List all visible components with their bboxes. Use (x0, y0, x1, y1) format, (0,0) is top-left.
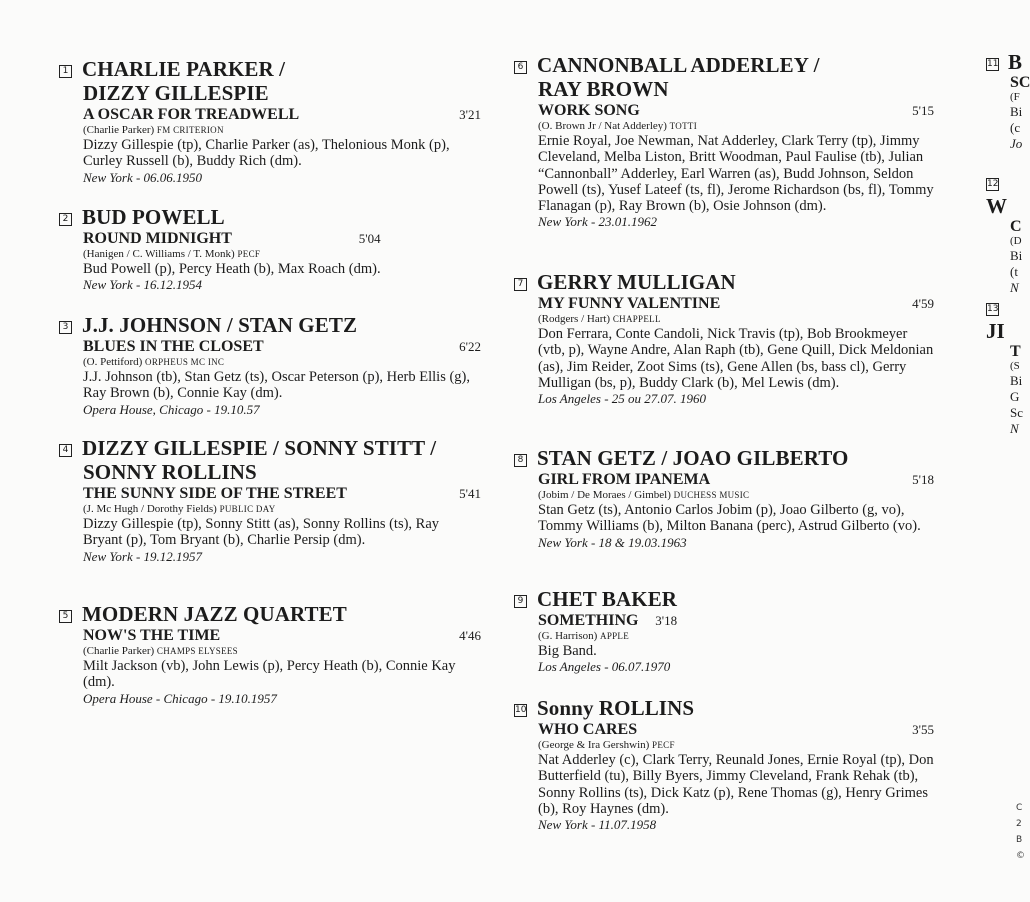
track-artist: MODERN JAZZ QUARTET (82, 602, 347, 626)
track-number: 10 (515, 705, 527, 715)
track-artist: BUD POWELL (82, 205, 225, 229)
personnel: G (1010, 389, 1020, 404)
composer: (Charlie Parker) (83, 124, 155, 136)
track-number: 2 (59, 213, 72, 226)
recording-place: Opera House, Chicago - 19.10.57 (83, 401, 260, 417)
recording-place: New York - 16.12.1954 (83, 277, 203, 293)
publisher: TOTTI (669, 121, 697, 131)
track-13-cutoff (986, 301, 1024, 437)
recording-place: New York - 19.12.1957 (83, 548, 203, 564)
track-title: NOW'S THE TIME (83, 627, 221, 644)
track-3 (59, 313, 481, 417)
track-number: 5 (59, 610, 72, 623)
personnel: Bud Powell (p), Percy Heath (b), Max Roach (dm). (83, 261, 381, 277)
fragment: 2 (1016, 819, 1022, 829)
personnel: (c (1010, 120, 1021, 135)
track-artist-line2: SONNY ROLLINS (83, 460, 257, 484)
track-duration: 3'21 (459, 107, 481, 122)
composer: (J. Mc Hugh / Dorothy Fields) (83, 503, 217, 515)
track-number: 3 (59, 321, 72, 334)
track-title: BLUES IN THE CLOSET (83, 338, 264, 355)
track-11-cutoff (986, 50, 1030, 152)
composer: (Jobim / De Moraes / Gimbel) (538, 489, 671, 501)
recording-place: N (1010, 280, 1019, 295)
recording-place: Los Angeles - 06.07.1970 (538, 659, 671, 675)
track-7 (514, 270, 934, 406)
personnel: J.J. Johnson (tb), Stan Getz (ts), Oscar Peterson (p), Herb Ellis (g), Ray Brown (b), Connie Kay (dm). (83, 369, 470, 402)
track-5 (59, 602, 481, 706)
recording-place: Jo (1010, 136, 1023, 151)
track-title: GIRL FROM IPANEMA (538, 471, 711, 488)
publisher: ORPHEUS MC INC (145, 357, 225, 367)
track-number: 6 (514, 61, 527, 74)
track-artist: CHARLIE PARKER / (82, 57, 286, 81)
track-artist: CANNONBALL ADDERLEY / (537, 53, 820, 77)
personnel: Nat Adderley (c), Clark Terry, Reunald Jones, Ernie Royal (tp), Don Butterfield (tu), Billy Byers, Jimmy Cleveland, Frank Rehak (tb), Sonny Rollins (ts), Dick Katz (p), Rene Thomas (g), Henry Grimes (b), Roy Haynes (dm). (538, 752, 934, 817)
track-title: A OSCAR FOR TREADWELL (83, 106, 300, 123)
track-title: SC (1010, 74, 1030, 91)
track-artist: J.J. JOHNSON / STAN GETZ (82, 313, 358, 337)
track-number: 11 (987, 59, 999, 69)
recording-place: Los Angeles - 25 ou 27.07. 1960 (538, 391, 707, 407)
composer: (Rodgers / Hart) (538, 313, 611, 325)
recording-place: N (1010, 421, 1019, 436)
track-number: 9 (514, 595, 527, 608)
track-artist: JI (986, 319, 1005, 343)
track-1 (59, 57, 481, 185)
fragment: © (1016, 851, 1025, 861)
personnel: Ernie Royal, Joe Newman, Nat Adderley, Clark Terry (tp), Jimmy Cleveland, Melba Liston, Britt Woodman, Paul Faulise (tb), Julian “Cannonball” Adderley, Earl Warren (as), Budd Johnson, Seldon Powell (ts), Yusef Lateef (ts, fl), Jerome Richardson (bs, fl), Tommy Flanagan (p), Ray Brown (b), Osie Johnson (dm). (538, 133, 934, 215)
publisher: APPLE (600, 631, 630, 641)
track-artist: STAN GETZ / JOAO GILBERTO (537, 446, 849, 470)
track-duration: 3'18 (655, 613, 678, 628)
track-duration: 5'04 (358, 231, 381, 246)
track-artist: Sonny ROLLINS (537, 696, 695, 720)
personnel: Milt Jackson (vb), John Lewis (p), Percy Heath (b), Connie Kay (dm). (83, 658, 456, 691)
composer: (O. Pettiford) (83, 356, 143, 368)
track-title: SOMETHING (538, 612, 639, 629)
composer: (D (1010, 235, 1022, 247)
personnel: Stan Getz (ts), Antonio Carlos Jobim (p), Joao Gilberto (g, vo), Tommy Williams (b), Milton Banana (perc), Astrud Gilberto (vo). (538, 502, 921, 535)
composer: (F (1010, 91, 1020, 103)
publisher: FM CRITERION (156, 125, 224, 135)
fragment: B (1016, 835, 1023, 845)
track-artist-line2: DIZZY GILLESPIE (83, 81, 269, 105)
track-8 (514, 446, 934, 550)
track-duration: 3'55 (912, 722, 934, 737)
track-6 (514, 53, 934, 229)
personnel: Bi (1010, 248, 1023, 263)
track-number: 8 (514, 454, 527, 467)
track-title: WORK SONG (538, 102, 640, 119)
track-2 (59, 205, 381, 292)
track-artist: B (1008, 50, 1023, 74)
track-artist-line2: RAY BROWN (538, 77, 669, 101)
personnel: Bi (1010, 104, 1023, 119)
composer: (Hanigen / C. Williams / T. Monk) (83, 248, 235, 260)
personnel: Dizzy Gillespie (tp), Sonny Stitt (as), Sonny Rollins (ts), Ray Bryant (p), Tom Bryant (b), Charlie Persip (dm). (83, 516, 440, 549)
track-duration: 4'46 (459, 628, 481, 643)
track-4 (59, 436, 481, 564)
track-artist: GERRY MULLIGAN (537, 270, 736, 294)
track-9 (514, 587, 677, 674)
track-title: C (1010, 218, 1022, 235)
track-number: 7 (514, 278, 527, 291)
track-12-cutoff (986, 176, 1024, 296)
track-duration: 5'15 (912, 103, 934, 118)
track-artist: DIZZY GILLESPIE / SONNY STITT / (82, 436, 437, 460)
track-title: T (1010, 343, 1021, 360)
track-number: 12 (987, 179, 999, 189)
personnel: Dizzy Gillespie (tp), Charlie Parker (as), Thelonious Monk (p), Curley Russell (b), Buddy Rich (dm). (83, 137, 450, 170)
personnel: Sc (1010, 405, 1023, 420)
publisher: DUCHESS MUSIC (673, 490, 750, 500)
track-duration: 4'59 (912, 296, 934, 311)
composer: (Charlie Parker) (83, 645, 155, 657)
track-duration: 5'41 (459, 486, 481, 501)
publisher: PUBLIC DAY (219, 504, 276, 514)
track-artist: W (986, 194, 1007, 218)
personnel: Don Ferrara, Conte Candoli, Nick Travis (tp), Bob Brookmeyer (vtb, p), Wayne Andre, Alan Raph (tb), Gene Quill, Dick Meldonian (as), Jim Reider, Zoot Sims (ts), Gene Allen (bs, bass cl), Gerry Mulligan (bs, p), Buddy Clark (b), Mel Lewis (dm). (538, 326, 934, 391)
track-title: WHO CARES (538, 721, 638, 738)
recording-place: New York - 11.07.1958 (538, 817, 657, 833)
composer: (George & Ira Gershwin) (538, 739, 650, 751)
track-10 (514, 696, 934, 832)
recording-place: New York - 06.06.1950 (83, 169, 203, 185)
personnel: Big Band. (538, 643, 597, 659)
corner-fragments (1016, 800, 1025, 864)
track-number: 1 (59, 65, 72, 78)
fragment: C (1016, 803, 1023, 813)
track-number: 4 (59, 444, 72, 457)
track-duration: 5'18 (912, 472, 934, 487)
recording-place: Opera House - Chicago - 19.10.1957 (83, 690, 277, 706)
composer: (S (1010, 360, 1020, 372)
publisher: PECF (237, 249, 261, 259)
track-title: MY FUNNY VALENTINE (538, 295, 721, 312)
track-title: THE SUNNY SIDE OF THE STREET (83, 485, 347, 502)
composer: (O. Brown Jr / Nat Adderley) (538, 120, 667, 132)
track-number: 13 (987, 304, 999, 314)
recording-place: New York - 18 & 19.03.1963 (538, 534, 687, 550)
track-duration: 6'22 (459, 339, 481, 354)
track-title: ROUND MIDNIGHT (83, 230, 232, 247)
personnel: Bi (1010, 373, 1023, 388)
track-artist: CHET BAKER (537, 587, 678, 611)
recording-place: New York - 23.01.1962 (538, 214, 658, 230)
publisher: PECF (652, 740, 675, 750)
publisher: CHAPPELL (612, 314, 661, 324)
composer: (G. Harrison) (538, 630, 598, 642)
publisher: CHAMPS ELYSEES (156, 646, 238, 656)
personnel: (t (1010, 264, 1018, 279)
